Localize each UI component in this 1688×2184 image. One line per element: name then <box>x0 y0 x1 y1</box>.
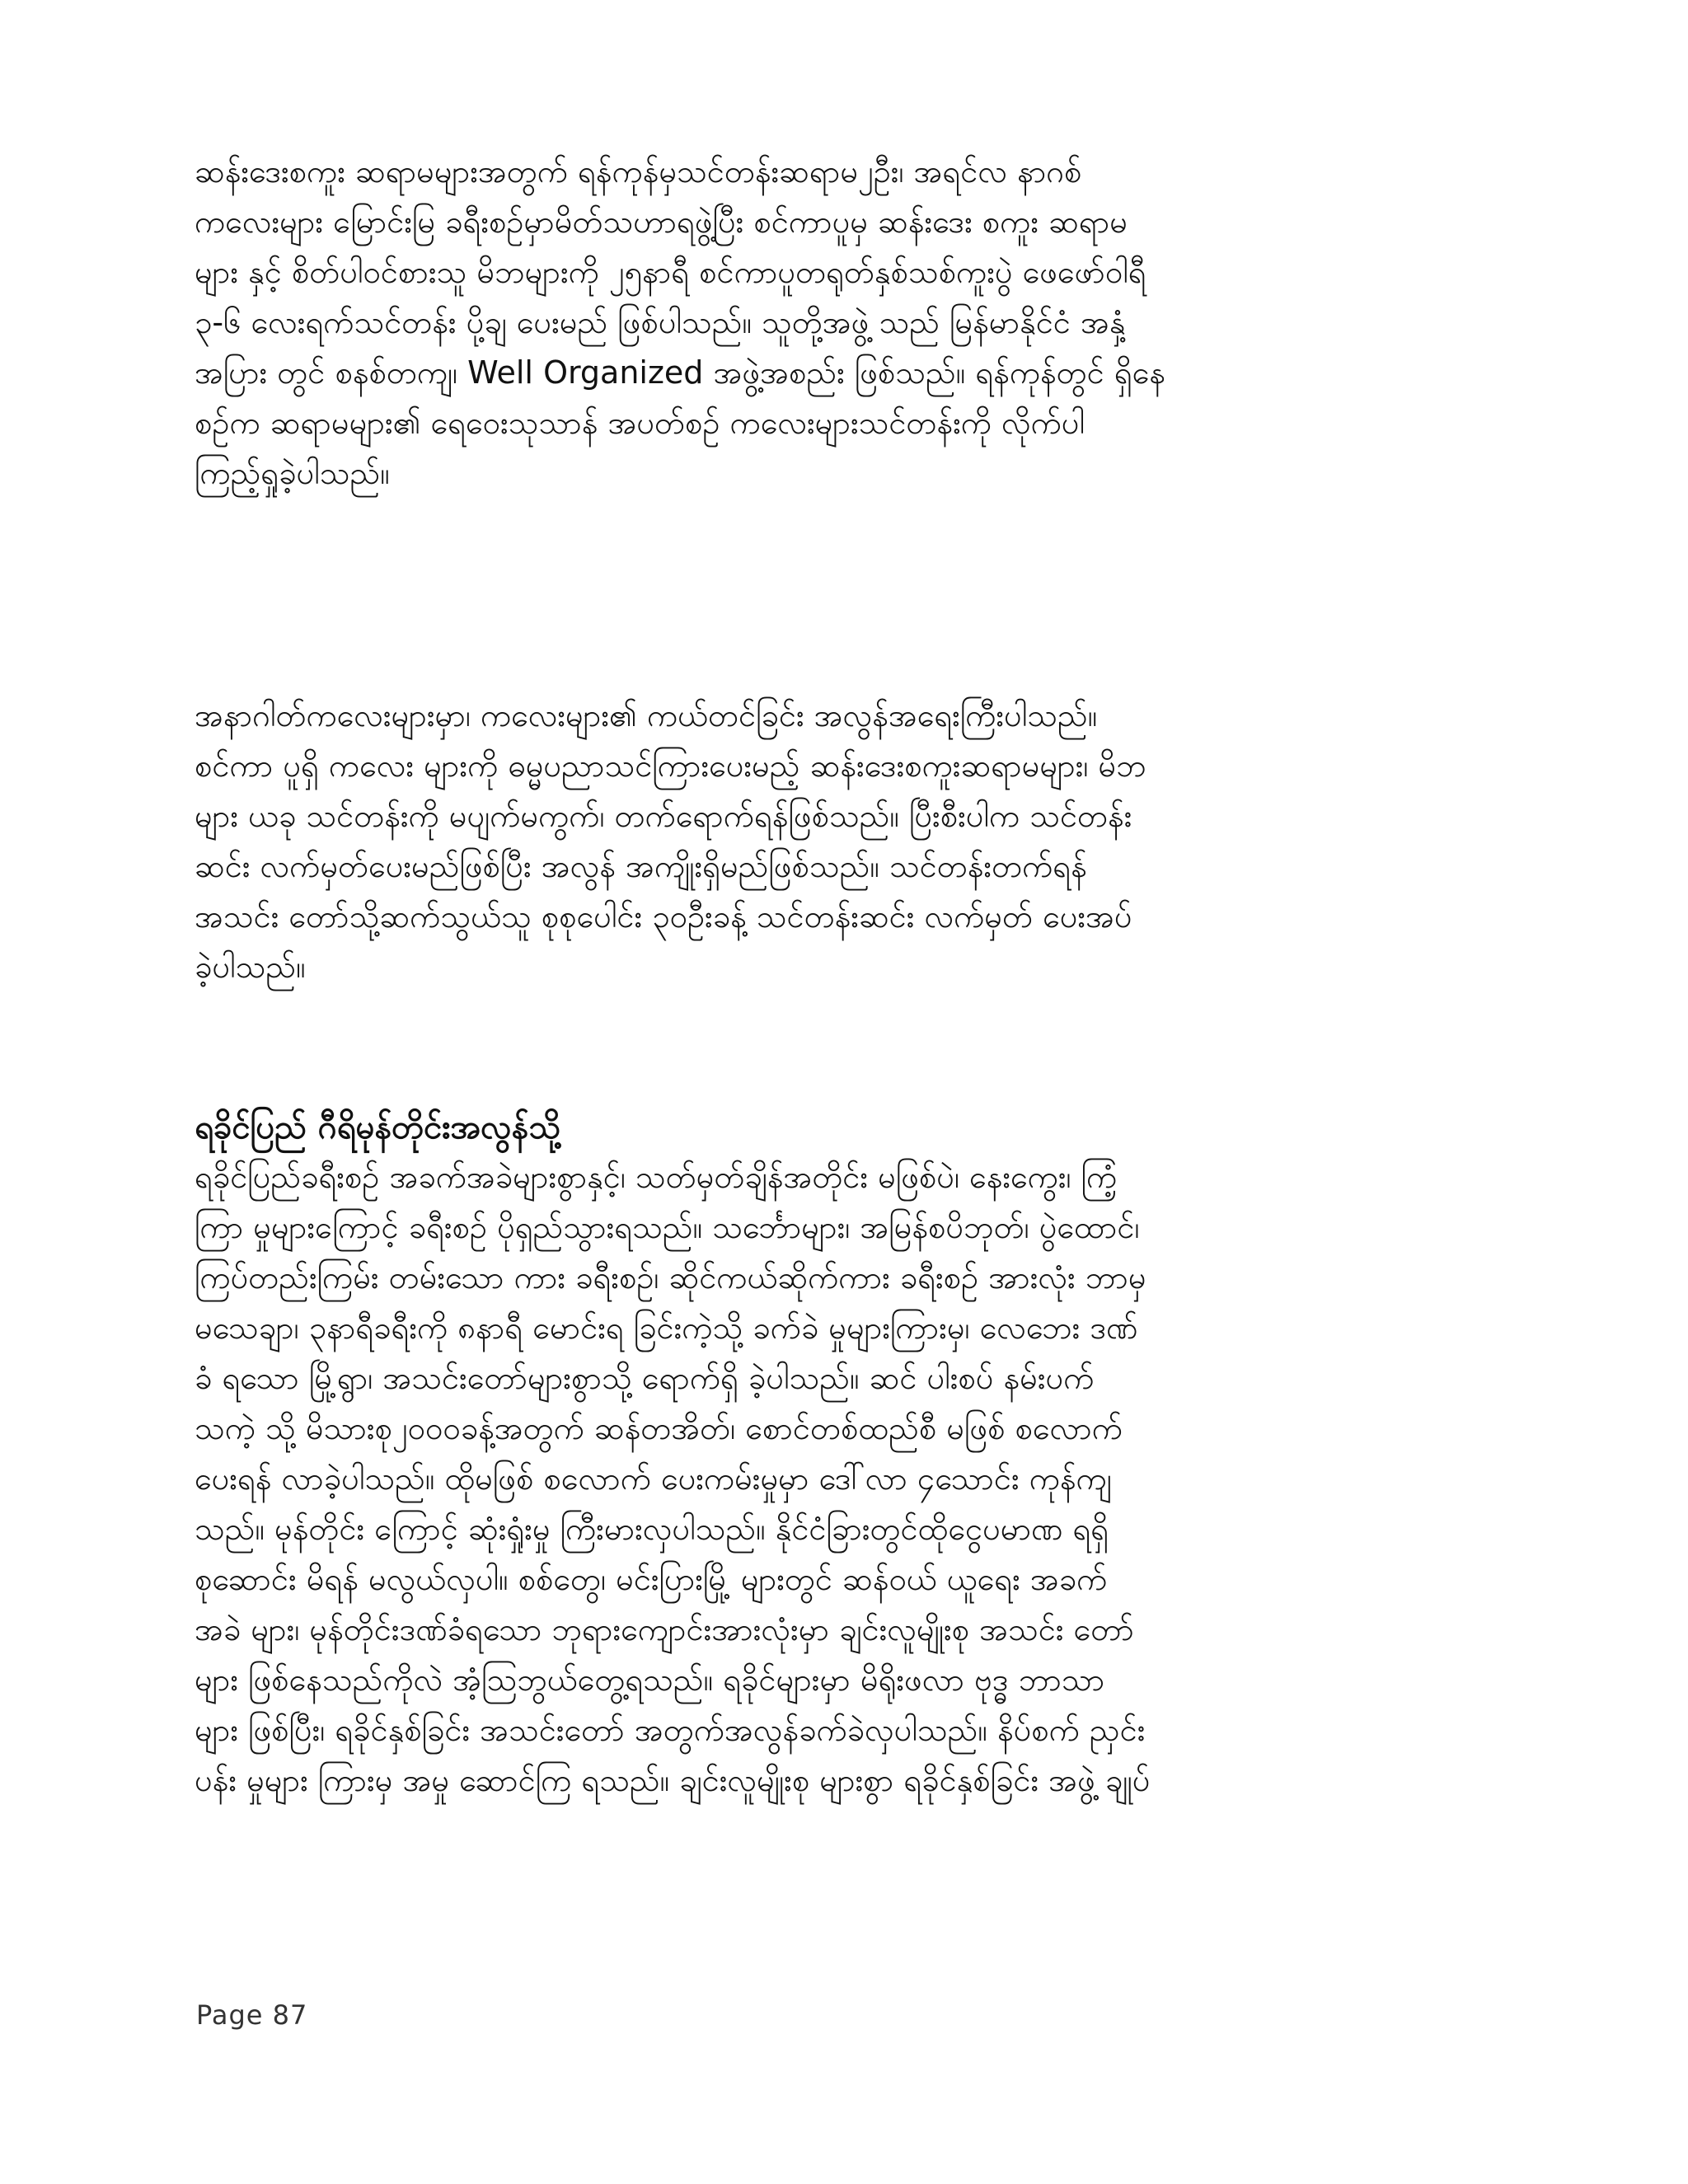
text-line: အခဲ များ၊ မုန်တိုင်းဒဏ်ခံရသော ဘုရားကျောင်းအားလုံးမှာ ချင်းလူမျိုးစု အသင်း တော် <box>195 1611 1134 1647</box>
text-line: များ နှင့် စိတ်ပါဝင်စားသူ မိဘများကို ၂၅နာရီ စင်ကာပူတရုတ်နှစ်သစ်ကူးပွဲ ဖေဖော်ဝါရီ <box>195 254 1146 290</box>
text-line: ကြာ မှုများကြောင့် ခရီးစဉ် ပိုရှည်သွားရသည်။ သင်္ဘောများ၊ အမြန်စပိဘုတ်၊ ပွဲထောင်၊ <box>195 1209 1140 1245</box>
text-line: ကလေးများ မြောင်းမြ ခရီးစဉ်မှာမိတ်သဟာရဖွဲ့ပြီး စင်ကာပူမှ ဆန်းဒေး စကူး ဆရာမ <box>195 204 1128 240</box>
text-line: အသင်း တော်သို့ဆက်သွယ်သူ စုစုပေါင်း ၃၀ဦးခန့် သင်တန်းဆင်း လက်မှတ် ပေးအပ် <box>195 898 1132 935</box>
page-number: Page 87 <box>196 1999 308 2031</box>
text-line: ဆန်းဒေးစကူး ဆရာမများအတွက် ရန်ကုန်မှသင်တန်းဆရာမ၂ဦး၊ အရင်လ နာဂစ် <box>195 153 1082 190</box>
text-line: မသေချာ၊ ၃နာရီခရီးကို ၈နာရီ မောင်းရ ခြင်းကဲ့သို့ ခက်ခဲ မှုများကြားမှ၊ လေဘေး ဒဏ် <box>195 1310 1138 1346</box>
paragraph-2 <box>195 691 1513 992</box>
text-line: စင်ကာ ပူရှိ ကလေး များကို ဓမ္မပညာသင်ကြားပေးမည့် ဆန်းဒေးစကူးဆရာမများ၊ မိဘ <box>195 748 1146 784</box>
text-line: စဉ်က ဆရာမများ၏ ရေဝေးသုသာန် အပတ်စဉ် ကလေးများသင်တန်းကို လိုက်ပါ <box>195 405 1085 441</box>
paragraph-3 <box>195 1152 1513 1806</box>
text-line: များ ဖြစ်နေသည်ကိုလဲ အံ့သြဘွယ်တွေ့ရသည်။ ရခိုင်များမှာ မိရိုးဖလာ ဗုဒ္ဓ ဘာသာ <box>195 1661 1105 1698</box>
text-line: ခဲ့ပါသည်။ <box>195 949 306 985</box>
text-line: အပြား တွင် စနစ်တကျ၊ Well Organized အဖွဲ့အစည်း ဖြစ်သည်။ ရန်ကုန်တွင် ရှိနေ <box>195 354 1165 391</box>
text-line: များ ယခု သင်တန်းကို မပျက်မကွက်၊ တက်ရောက်ရန်ဖြစ်သည်။ ပြီးစီးပါက သင်တန်း <box>195 798 1132 834</box>
text-line: ကြပ်တည်းကြမ်း တမ်းသော ကား ခရီးစဉ်၊ ဆိုင်ကယ်ဆိုက်ကား ခရီးစဉ် အားလုံး ဘာမှ <box>195 1259 1146 1296</box>
text-line: ရခိုင်ပြည်ခရီးစဉ် အခက်အခဲများစွာနှင့်၊ သတ်မှတ်ချိန်အတိုင်း မဖြစ်ပဲ၊ နေးကွေး၊ ကြံ့ <box>195 1159 1118 1195</box>
text-line: ကြည့်ရှုခဲ့ပါသည်။ <box>195 455 390 491</box>
text-line: သည်။ မုန်တိုင်း ကြောင့် ဆုံးရှုံးမှု ကြီးမားလှပါသည်။ နိုင်ငံခြားတွင်ထိုငွေပမာဏ ရရှိ <box>195 1511 1109 1547</box>
text-line: စုဆောင်း မိရန် မလွယ်လှပါ။ စစ်တွေ၊ မင်းပြားမြို့ များတွင် ဆန်ဝယ် ယူရေး အခက် <box>195 1561 1108 1597</box>
text-line: သကဲ့ သို့ မိသားစု၂၀၀၀ခန့်အတွက် ဆန်တအိတ်၊ စောင်တစ်ထည်စီ မဖြစ် စလောက် <box>195 1410 1123 1446</box>
text-line: ဆင်း လက်မှတ်ပေးမည်ဖြစ်ပြီး အလွန် အကျိုးရှိမည်ဖြစ်သည်။ သင်တန်းတက်ရန် <box>195 848 1087 884</box>
text-line: ပန်း မှုများ ကြားမှ အမှု ဆောင်ကြ ရသည်။ ချင်းလူမျိုးစု များစွာ ရခိုင်နှစ်ခြင်း အဖွဲ့ ချုပ် <box>195 1762 1151 1798</box>
section-heading: ရခိုင်ပြည် ဂီရိမုန်တိုင်းအလွန်သို့ <box>195 1108 561 1146</box>
text-line: ၃-၆ လေးရက်သင်တန်း ပို့ချ ပေးမည် ဖြစ်ပါသည်။ သူတို့အဖွဲ့ သည် မြန်မာနိုင်ငံ အနှံ့ <box>195 304 1126 340</box>
paragraph-1 <box>195 147 1513 499</box>
text-line: ပေးရန် လာခဲ့ပါသည်။ ထိုမဖြစ် စလောက် ပေးကမ်းမှုမှာ ဒေါ်လာ ၄သောင်း ကုန်ကျ <box>195 1460 1112 1497</box>
text-line: များ ဖြစ်ပြီး၊ ရခိုင်နှစ်ခြင်း အသင်းတော် အတွက်အလွန်ခက်ခဲလှပါသည်။ နိပ်စက် ညှင်း <box>195 1712 1146 1748</box>
text-line: အနာဂါတ်ကလေးများမှာ၊ ကလေးများ၏ ကယ်တင်ခြင်း အလွန်အရေးကြီးပါသည်။ <box>195 697 1098 733</box>
text-line: ခံ ရသော မြို့ရွာ၊ အသင်းတော်များစွာသို့ ရောက်ရှိ ခဲ့ပါသည်။ ဆင် ပါးစပ် နမ်းပက် <box>195 1360 1095 1396</box>
